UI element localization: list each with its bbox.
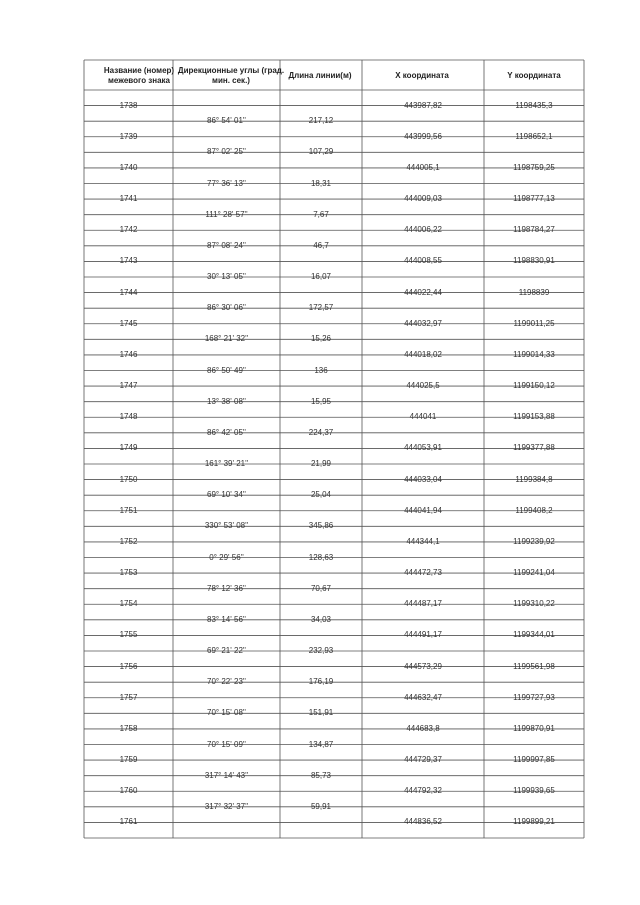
direction-angle: 77° 36' 13'' bbox=[207, 178, 246, 188]
x-coordinate: 444006,22 bbox=[404, 225, 442, 235]
mark-name: 1749 bbox=[119, 443, 138, 453]
direction-angle: 317° 14' 43'' bbox=[204, 770, 249, 780]
x-coordinate: 444683,8 bbox=[406, 723, 440, 733]
y-coordinate: 1199310,22 bbox=[513, 599, 555, 609]
x-coordinate: 444053,91 bbox=[404, 443, 442, 453]
direction-angle: 70° 15' 08'' bbox=[207, 708, 246, 718]
header-length: Длина линии(м) bbox=[288, 71, 352, 80]
x-coordinate: 444008,55 bbox=[404, 256, 442, 266]
direction-angle: 69° 10' 34'' bbox=[207, 490, 246, 500]
y-coordinate: 1199150,12 bbox=[513, 381, 555, 391]
y-coordinate: 1199899,21 bbox=[513, 817, 555, 827]
mark-name: 1757 bbox=[119, 692, 138, 702]
x-coordinate: 444032,97 bbox=[404, 318, 442, 328]
y-coordinate: 1199939,65 bbox=[513, 786, 555, 796]
x-coordinate: 444729,37 bbox=[404, 755, 442, 765]
y-coordinate: 1199239,92 bbox=[513, 536, 555, 546]
mark-name: 1751 bbox=[119, 505, 138, 515]
header-angle: Дирекционные углы (град. мин. сек.) bbox=[177, 66, 285, 85]
direction-angle: 86° 54' 01'' bbox=[207, 116, 246, 126]
mark-name: 1744 bbox=[119, 287, 138, 297]
mark-name: 1746 bbox=[119, 349, 138, 359]
line-length: 136 bbox=[314, 365, 328, 375]
mark-name: 1758 bbox=[119, 723, 138, 733]
line-length: 151,91 bbox=[308, 708, 334, 718]
y-coordinate: 1198830,91 bbox=[513, 256, 555, 266]
direction-angle: 330° 53' 08'' bbox=[204, 521, 249, 531]
line-length: 85,73 bbox=[310, 770, 332, 780]
y-coordinate: 1199344,01 bbox=[513, 630, 555, 640]
direction-angle: 86° 42' 05'' bbox=[207, 427, 246, 437]
direction-angle: 168° 21' 32'' bbox=[204, 334, 249, 344]
direction-angle: 70° 15' 09'' bbox=[207, 739, 246, 749]
line-length: 217,12 bbox=[308, 116, 334, 126]
line-length: 224,37 bbox=[308, 427, 334, 437]
x-coordinate: 443999,56 bbox=[404, 131, 442, 141]
y-coordinate: 1199153,88 bbox=[513, 412, 555, 422]
mark-name: 1742 bbox=[119, 225, 138, 235]
mark-name: 1755 bbox=[119, 630, 138, 640]
mark-name: 1760 bbox=[119, 786, 138, 796]
line-length: 34,03 bbox=[310, 614, 332, 624]
mark-name: 1752 bbox=[119, 536, 138, 546]
mark-name: 1756 bbox=[119, 661, 138, 671]
mark-name: 1748 bbox=[119, 412, 138, 422]
x-coordinate: 444472,73 bbox=[404, 568, 442, 578]
x-coordinate: 443987,82 bbox=[404, 100, 442, 110]
x-coordinate: 444009,03 bbox=[404, 194, 442, 204]
y-coordinate: 1199377,88 bbox=[513, 443, 555, 453]
line-length: 59,91 bbox=[310, 801, 332, 811]
line-length: 134,87 bbox=[308, 739, 334, 749]
y-coordinate: 1199014,33 bbox=[513, 349, 555, 359]
direction-angle: 78° 12' 36'' bbox=[207, 583, 246, 593]
direction-angle: 87° 08' 24'' bbox=[207, 240, 246, 250]
line-length: 172,57 bbox=[308, 303, 334, 313]
y-coordinate: 1198784,27 bbox=[513, 225, 555, 235]
x-coordinate: 444025,5 bbox=[406, 381, 440, 391]
mark-name: 1750 bbox=[119, 474, 138, 484]
mark-name: 1739 bbox=[119, 131, 138, 141]
line-length: 21,99 bbox=[310, 459, 332, 468]
x-coordinate: 444005,1 bbox=[406, 162, 440, 172]
y-coordinate: 1198435,3 bbox=[515, 100, 553, 110]
x-coordinate: 444041 bbox=[409, 412, 437, 422]
mark-name: 1745 bbox=[119, 318, 138, 328]
line-length: 345,86 bbox=[308, 521, 334, 531]
y-coordinate: 1198777,13 bbox=[513, 194, 555, 204]
mark-name: 1747 bbox=[119, 381, 138, 391]
y-coordinate: 1199870,91 bbox=[513, 723, 555, 733]
line-length: 18,31 bbox=[310, 178, 332, 188]
line-length: 15,95 bbox=[310, 396, 332, 406]
mark-name: 1754 bbox=[119, 599, 138, 609]
x-coordinate: 444018,02 bbox=[404, 349, 442, 359]
x-coordinate: 444632,47 bbox=[404, 692, 442, 702]
line-length: 70,67 bbox=[310, 583, 332, 593]
mark-name: 1759 bbox=[119, 755, 138, 765]
line-length: 176,19 bbox=[308, 677, 334, 687]
direction-angle: 69° 21' 22'' bbox=[207, 646, 246, 655]
line-length: 15,26 bbox=[310, 334, 332, 344]
y-coordinate: 1198652,1 bbox=[515, 131, 553, 141]
direction-angle: 161° 39' 21'' bbox=[204, 459, 249, 468]
mark-name: 1753 bbox=[119, 568, 138, 578]
y-coordinate: 1199011,25 bbox=[513, 318, 555, 328]
y-coordinate: 1199408,2 bbox=[515, 505, 553, 515]
x-coordinate: 444033,04 bbox=[404, 474, 442, 484]
line-length: 232,93 bbox=[308, 646, 334, 655]
header-y: Y координата bbox=[507, 71, 561, 80]
mark-name: 1741 bbox=[119, 194, 138, 204]
direction-angle: 83° 14' 56'' bbox=[207, 614, 246, 624]
x-coordinate: 444022,44 bbox=[404, 287, 442, 297]
direction-angle: 86° 30' 06'' bbox=[207, 303, 246, 313]
mark-name: 1738 bbox=[119, 100, 138, 110]
y-coordinate: 1199561,98 bbox=[513, 661, 555, 671]
direction-angle: 70° 22' 23'' bbox=[207, 677, 246, 687]
y-coordinate: 1198759,25 bbox=[513, 162, 555, 172]
x-coordinate: 444487,17 bbox=[404, 599, 442, 609]
line-length: 16,07 bbox=[310, 272, 332, 281]
header-x: X координата bbox=[395, 71, 449, 80]
x-coordinate: 444344,1 bbox=[406, 536, 440, 546]
x-coordinate: 444041,94 bbox=[404, 505, 442, 515]
mark-name: 1740 bbox=[119, 162, 138, 172]
line-length: 46,7 bbox=[313, 240, 329, 250]
direction-angle: 86° 50' 49'' bbox=[207, 365, 246, 375]
x-coordinate: 444491,17 bbox=[404, 630, 442, 640]
mark-name: 1743 bbox=[119, 256, 138, 266]
y-coordinate: 1198839 bbox=[518, 287, 550, 297]
y-coordinate: 1199241,04 bbox=[513, 568, 555, 578]
line-length: 7,67 bbox=[313, 209, 329, 219]
direction-angle: 0° 29' 56'' bbox=[209, 552, 244, 562]
line-length: 107,29 bbox=[308, 147, 334, 157]
y-coordinate: 1199997,85 bbox=[513, 755, 555, 765]
direction-angle: 87° 02' 25'' bbox=[207, 147, 246, 157]
x-coordinate: 444573,29 bbox=[404, 661, 442, 671]
line-length: 25,04 bbox=[310, 490, 332, 500]
header-name: Название (номер) межевого знака bbox=[103, 66, 175, 85]
direction-angle: 13° 38' 08'' bbox=[207, 396, 246, 406]
mark-name: 1761 bbox=[119, 817, 138, 827]
direction-angle: 317° 32' 37'' bbox=[204, 801, 249, 811]
direction-angle: 111° 28' 57'' bbox=[205, 209, 248, 219]
direction-angle: 30° 13' 05'' bbox=[207, 272, 246, 281]
y-coordinate: 1199727,93 bbox=[513, 692, 555, 702]
x-coordinate: 444836,52 bbox=[404, 817, 442, 827]
x-coordinate: 444792,32 bbox=[404, 786, 442, 796]
y-coordinate: 1199384,8 bbox=[515, 474, 553, 484]
line-length: 128,63 bbox=[308, 552, 334, 562]
